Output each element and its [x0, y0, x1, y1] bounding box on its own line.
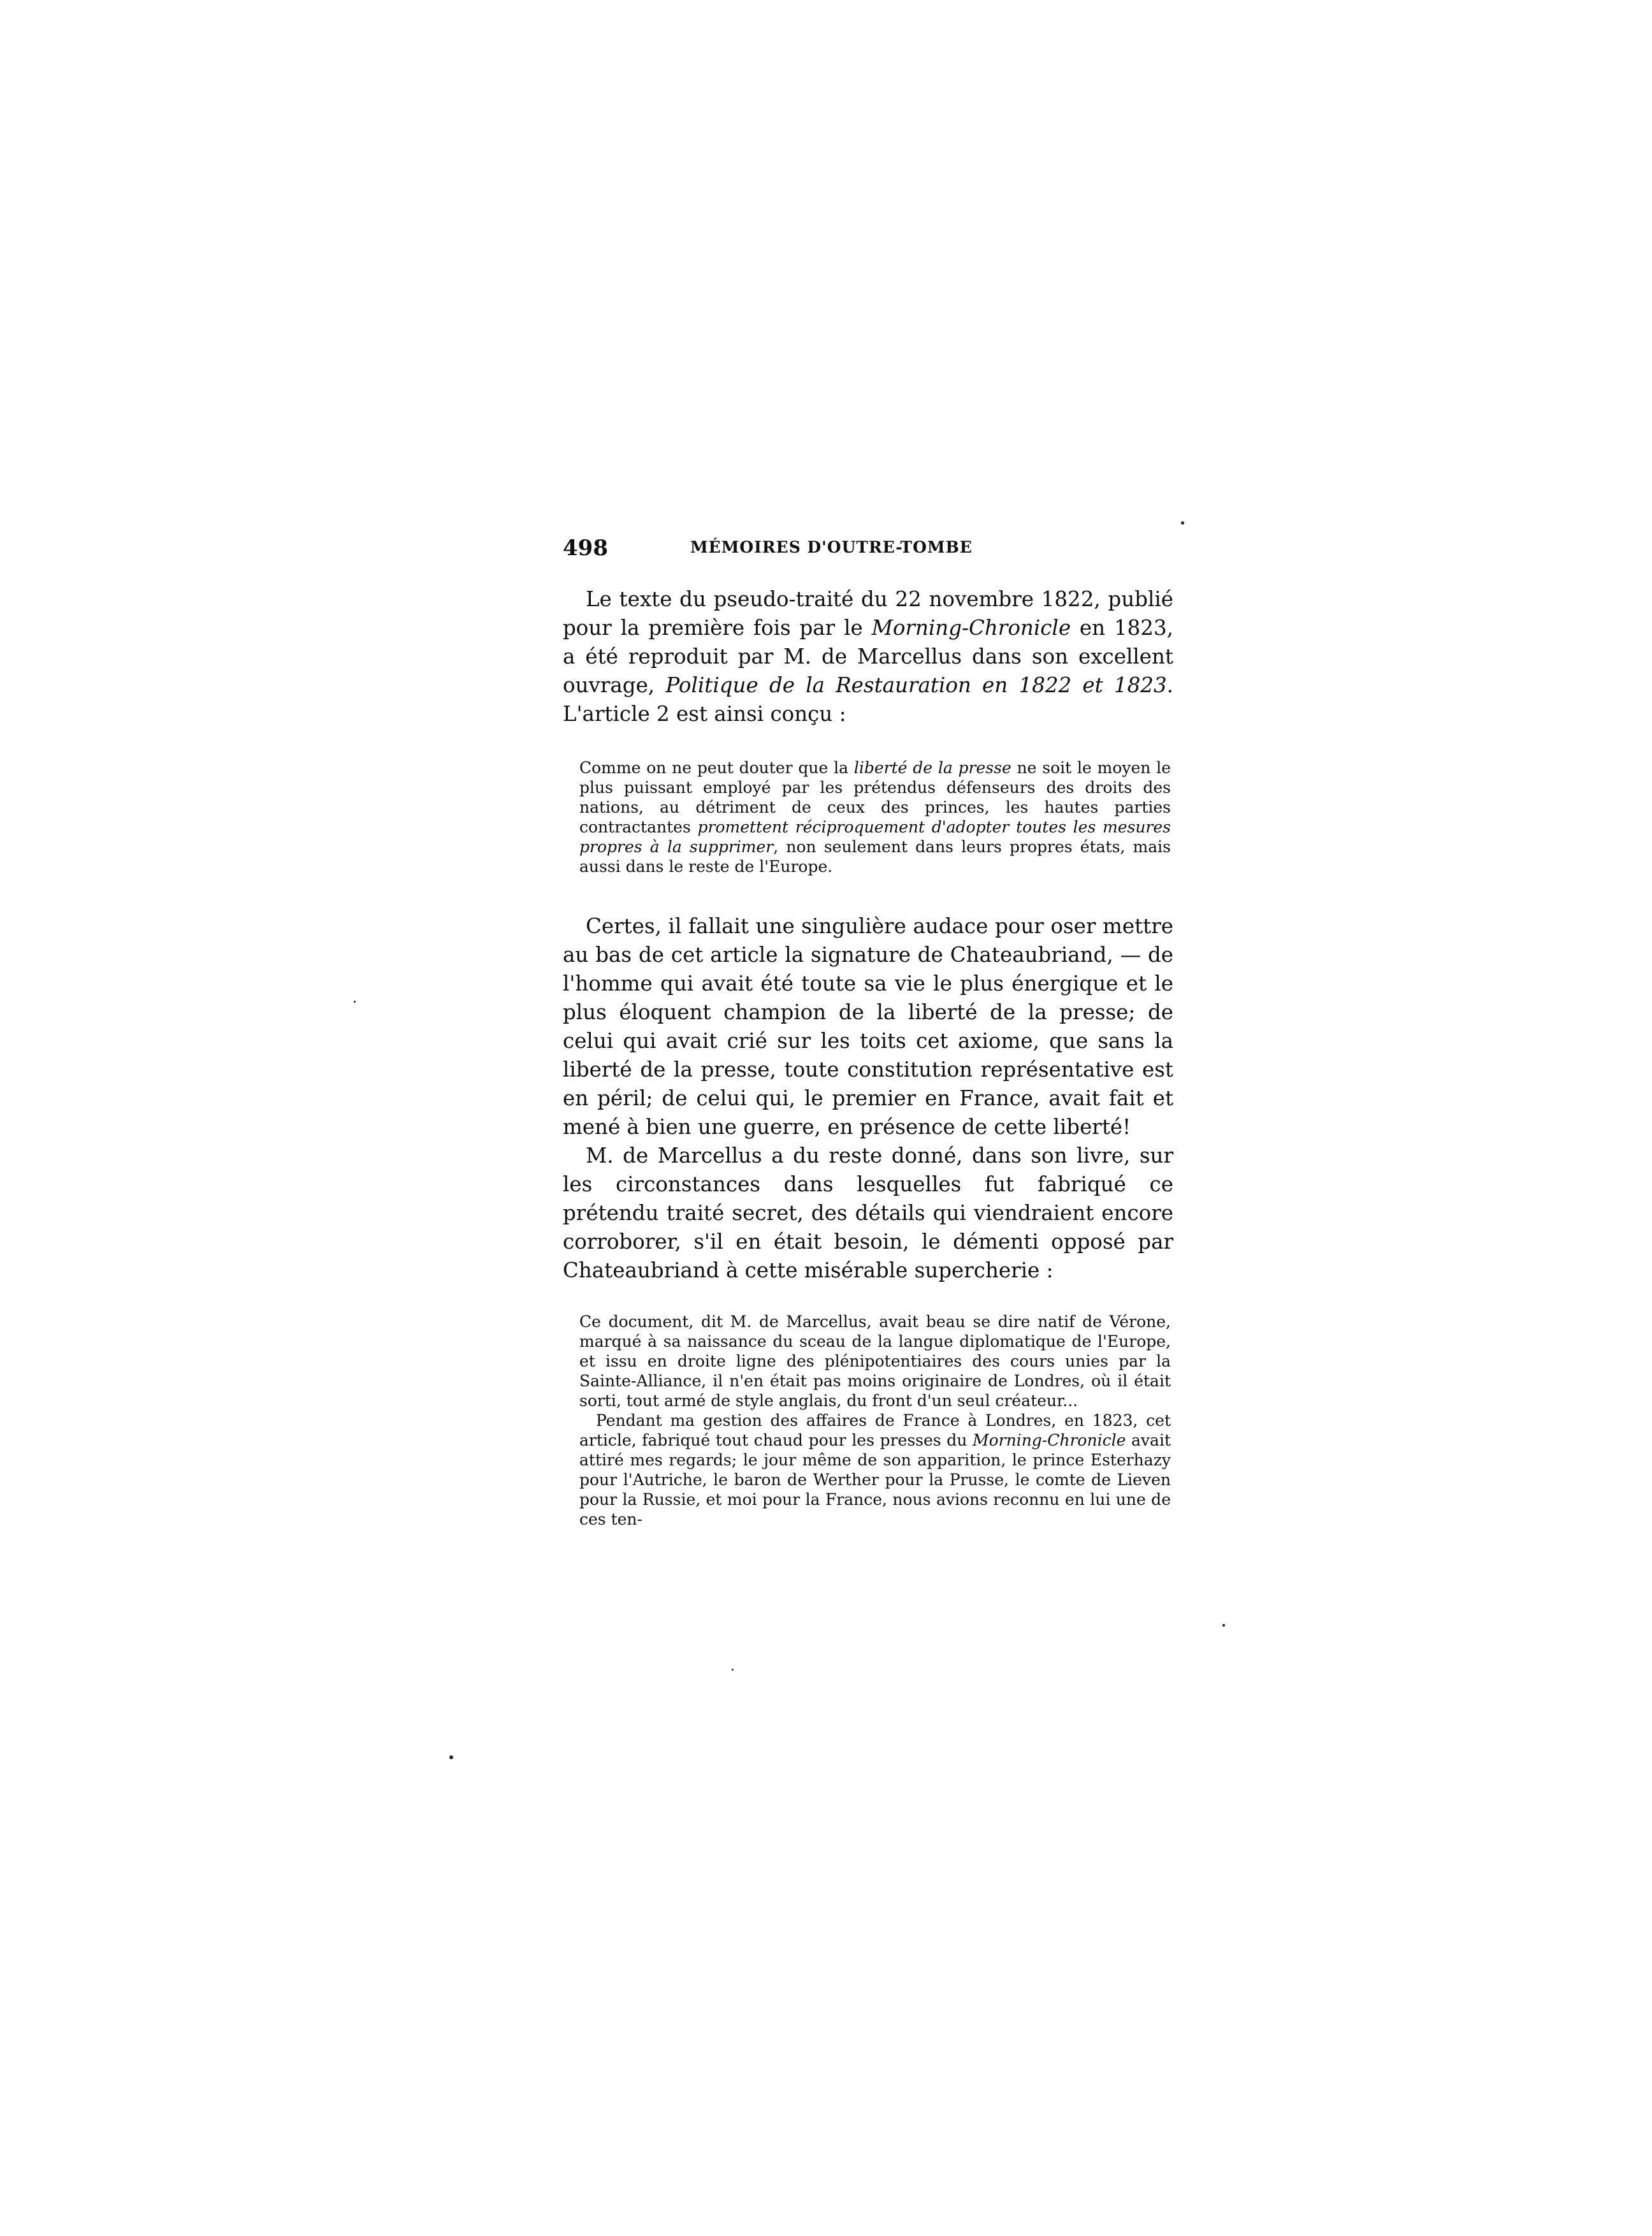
quoted-document-continuation: Pendant ma gestion des affaires de France à Londres, en 1823, cet article, fabriqué tout chaud pour les presses du Morning-Chronicle avait attiré mes regards; le jour même de son apparition, le prince Esterhazy pour l'Autriche, le baron de Werther pour la Prusse, le comte de Lieven pour la Russie, et moi pour la France, nous avions reconnu en lui une de ces ten-: [579, 1411, 1171, 1528]
page-header: [563, 535, 1173, 567]
quoted-document-intro: Ce document, dit M. de Marcellus, avait beau se dire natif de Vérone, marqué à sa naissance du sceau de la langue diplomatique de l'Europe, et issu en droite ligne des plénipotentiaires des cours unies par la Sainte-Alliance, il n'en était pas moins originaire de Londres, où il était sorti, tout armé de style anglais, du front d'un seul créateur...: [579, 1312, 1171, 1410]
scan-speck: [1222, 1624, 1225, 1627]
page-number: 498: [563, 535, 608, 561]
scan-speck: [354, 1001, 356, 1003]
italic-phrase: promettent réciproquement d'adopter toutes les mesures propres à la supprimer: [579, 818, 1171, 856]
quoted-article: Comme on ne peut douter que la liberté de la presse ne soit le moyen le plus puissant employé par les prétendus défenseurs des droits des nations, au détriment de ceux des princes, les hautes parties contractantes promettent réciproquement d'adopter toutes les mesures propres à la supprimer, non seulement dans leurs propres états, mais aussi dans le reste de l'Europe.: [579, 759, 1171, 876]
italic-title: Morning-Chronicle: [871, 616, 1071, 640]
italic-phrase: liberté de la presse: [853, 759, 1011, 777]
paragraph-intro: Le texte du pseudo-traité du 22 novembre 1822, publié pour la première fois par le Morning-Chronicle en 1823, a été reproduit par M. de Marcellus dans son excellent ouvrage, Politique de la Restauration en 1822 et 1823. L'article 2 est ainsi conçu :: [563, 587, 1173, 726]
scan-speck: [732, 1669, 734, 1671]
scan-speck: [449, 1755, 453, 1759]
italic-title: Morning-Chronicle: [973, 1431, 1126, 1449]
italic-title: Politique de la Restauration en 1822 et 1823: [665, 673, 1167, 697]
book-page: [563, 535, 1173, 1529]
paragraph-certes: Certes, il fallait une singulière audace pour oser mettre au bas de cet article la signature de Chateaubriand, — de l'homme qui avait été toute sa vie le plus énergique et le plus éloquent champion de la liberté de la presse; de celui qui avait crié sur les toits cet axiome, que sans la liberté de la presse, toute constitution représentative est en péril; de celui qui, le premier en France, avait fait et mené à bien une guerre, en présence de cette liberté!: [563, 914, 1173, 1139]
scan-speck: [1181, 521, 1184, 525]
running-title: MÉMOIRES D'OUTRE-TOMBE: [690, 538, 973, 556]
paragraph-marcellus: M. de Marcellus a du reste donné, dans son livre, sur les circonstances dans lesquelles fut fabriqué ce prétendu traité secret, des détails qui viendraient encore corroborer, s'il en était besoin, le démenti opposé par Chateaubriand à cette misérable supercherie :: [563, 1143, 1173, 1282]
